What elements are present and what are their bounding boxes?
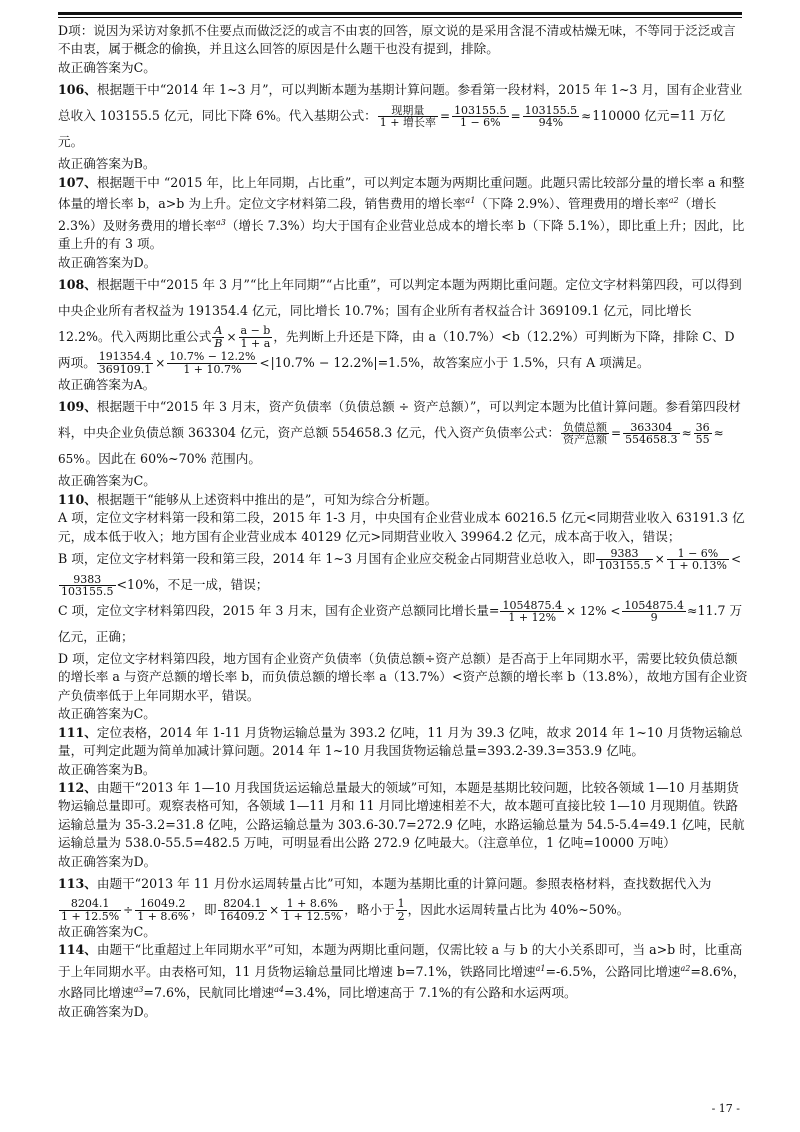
- fraction: $\frac{10.7\% - 12.2\%}{1 + 10.7\%}$: [169, 350, 256, 377]
- fraction: $\frac{a - b}{1 + a}$: [240, 324, 271, 351]
- question-109: 109、根据题干中“2015 年 3 月末，资产负债率（负债总额 ÷ 资产总额）”，可以判定本题为比值计算问题。参看第四段材料，中央企业负债总额 363304 亿元，资产总额 554658.3 亿元，代入资产负债率公式： $\frac{\text{负债总额}}{\text{资产总额}}$ = $\frac{363304}{554658.3}$ ≈ $\frac{36}{55}$ ≈ 65%。因此在 60%~70% 范围内。: [58, 399, 741, 467]
- fraction: $\frac{1054875.4}{1 + 12\%}$: [502, 598, 562, 625]
- answer-112: 故正确答案为D。: [58, 853, 157, 869]
- question-106: 106、根据题干中“2014 年 1~3 月”，可以判断本题为基期计算问题。参看第一段材料，2015 年 1~3 月，国有企业营业总收入 103155.5 亿元，同比下降 6%。代入基期公式： $\frac{\text{现期量}}{\text{1 + 增长率}}$ = $\frac{103155.5}{1 - 6\%}$ = $\frac{103155.5}{94\%}$ ≈110000 亿元=11 万亿元。: [58, 82, 743, 150]
- answer-110: 故正确答案为C。: [58, 706, 156, 722]
- option-b: B 项，定位文字材料第一段和第三段，2014 年 1~3 月国有企业应交税金占同期营业总收入，即 $\frac{9383}{103155.5}$ × $\frac{1 - 6\%}{1 + 0.13\%}$ < $\frac{9383}{103155.5}$ <10%，不足一成，错误；: [58, 546, 742, 599]
- question-number: 112、: [58, 779, 97, 795]
- fraction: $\frac{8204.1}{16409.2}$: [219, 897, 266, 923]
- fraction: $\frac{1}{2}$: [397, 897, 405, 923]
- answer-111: 故正确答案为B。: [58, 761, 156, 777]
- fraction: $\frac{9383}{103155.5}$: [598, 546, 651, 573]
- header-rule-thick: [58, 12, 742, 15]
- question-number: 110、: [58, 491, 97, 507]
- question-number: 113、: [58, 875, 97, 891]
- fraction: $\frac{16049.2}{1 + 8.6\%}$: [137, 897, 189, 923]
- fraction: $\frac{191354.4}{369109.1}$: [98, 350, 152, 377]
- answer-109: 故正确答案为C。: [58, 473, 156, 489]
- fraction: $\frac{\text{负债总额}}{\text{资产总额}}$: [563, 420, 607, 447]
- question-113: 113、由题干“2013 年 11 月份水运周转量占比”可知，本题为基期比重的计算问题。参照表格材料，查找数据代入为 $\frac{8204.1}{1 + 12.5\%}$ ÷ $\frac{16049.2}{1 + 8.6\%}$ ，即 $\frac{8204.1}{16409.2}$ × $\frac{1 + 8.6\%}{1 + 12.5\%}$ ，略小于 $\frac{1}{2}$ ，因此水运周转量占比为 40%~50%。: [58, 875, 712, 923]
- answer-content: [58, 22, 748, 1021]
- question-108: 108、根据题干中“2015 年 3 月”“比上年同期”“占比重”，可以判定本题为两期比重问题。定位文字材料第四段，可以得到中央企业所有者权益为 191354.4 亿元，同比增长 10.7%；国有企业所有者权益合计 369109.1 亿元，同比增长 12.2%。代入两期比重公式 $\frac{A}{B}$ × $\frac{a - b}{1 + a}$ ，先判断上升还是下降，由 a（10.7%）<b（12.2%）可判断为下降，排除 C、D 两项。 $\frac{191354.4}{369109.1}$ × $\frac{10.7\% - 12.2\%}{1 + 10.7\%}$ <|10.7% − 12.2%|=1.5%，故答案应小于 1.5%，只有 A 项满足。: [58, 277, 742, 377]
- answer-106: 故正确答案为B。: [58, 156, 156, 172]
- question-number: 114、: [58, 942, 97, 958]
- question-number: 106、: [58, 82, 97, 98]
- option-d: D 项，定位文字材料第四段，地方国有企业资产负债率（负债总额÷资产总额）是否高于上年同期水平，需要比较负债总额的增长率 a 与资产总额的增长率 b，而负债总额的增长率 a（13.7%）<资产总额的增长率 b（13.8%），故地方国有企业资产负债率低于上年同期水平，错误。: [58, 651, 748, 703]
- option-a: A 项，定位文字材料第一段和第二段，2015 年 1-3 月，中央国有企业营业成本 60216.5 亿元<同期营业收入 63191.3 亿元，成本低于收入；地方国有企业营业成本 40129 亿元>同期营业收入 39964.2 亿元，成本高于收入，错误；: [58, 510, 745, 544]
- fraction: $\frac{A}{B}$: [214, 324, 223, 351]
- header-rule-thin: [58, 17, 742, 18]
- question-number: 107、: [58, 174, 97, 190]
- fraction: $\frac{1 - 6\%}{1 + 0.13\%}$: [668, 546, 727, 573]
- option-c: C 项，定位文字材料第四段，2015 年 3 月末，国有企业资产总额同比增长量= $\frac{1054875.4}{1 + 12\%}$ × 12% < $\frac{1054875.4}{9}$ ≈11.7 万亿元，正确；: [58, 598, 743, 645]
- question-number: 108、: [58, 277, 97, 293]
- answer-108: 故正确答案为A。: [58, 377, 156, 393]
- page-number: - 17 -: [711, 1102, 740, 1115]
- answer-113: 故正确答案为C。: [58, 923, 156, 939]
- question-112: 112、由题干“2013 年 1—10 月我国货运运输总量最大的领域”可知，本题是基期比较问题，比较各领域 1—10 月基期货物运输总量即可。观察表格可知，各领域 1—11 月和 11 月同比增速相差不大，故本题可直接比较 1—10 月现期值。铁路运输总量为 35-3.2=31.8 亿吨，公路运输总量为 303.6-30.7=272.9 亿吨，水路运输总量为 54.5-5.4=49.1 亿吨，民航运输总量为 538.0-55.5=482.5 万吨，可明显看出公路 272.9 亿吨最大。（注意单位，1 亿吨=10000 万吨）: [58, 779, 745, 851]
- fraction: $\frac{103155.5}{94\%}$: [524, 103, 578, 130]
- answer-105: 故正确答案为C。: [58, 59, 156, 75]
- fraction: $\frac{103155.5}{1 - 6\%}$: [454, 103, 507, 130]
- question-number: 111、: [58, 724, 97, 740]
- fraction: $\frac{36}{55}$: [695, 420, 710, 447]
- answer-114: 故正确答案为D。: [58, 1003, 157, 1019]
- answer-107: 故正确答案为D。: [58, 254, 157, 270]
- d-option-explanation: D项：说因为采访对象抓不住要点而做泛泛的或言不由衷的回答，原文说的是采用含混不清或枯燥无味，不等同于泛泛或言不由衷，属于概念的偷换，并且这么回答的原因是什么题干也没有提到，排除。: [58, 23, 736, 57]
- fraction: $\frac{8204.1}{1 + 12.5\%}$: [61, 897, 120, 923]
- fraction: $\frac{1054875.4}{9}$: [624, 598, 684, 625]
- fraction: $\frac{1 + 8.6\%}{1 + 12.5\%}$: [283, 897, 342, 923]
- question-107: 107、根据题干中 “2015 年，比上年同期，占比重”，可以判定本题为两期比重问题。此题只需比较部分量的增长率 a 和整体量的增长率 b，a>b 为上升。定位文字材料第二段，销售费用的增长率$^{a1}$（下降 2.9%）、管理费用的增长率$^{a2}$（增长 2.3%）及财务费用的增长率$^{a3}$（增长 7.3%）均大于国有企业营业总成本的增长率 b（下降 5.1%），即比重上升；因此，比重上升的有 3 项。: [58, 174, 745, 252]
- fraction: $\frac{363304}{554658.3}$: [625, 420, 678, 447]
- question-number: 109、: [58, 399, 97, 415]
- fraction: $\frac{9383}{103155.5}$: [61, 572, 114, 599]
- question-114: 114、由题干“比重超过上年同期水平”可知，本题为两期比重问题，仅需比较 a 与 b 的大小关系即可，当 a>b 时，比重高于上年同期水平。由表格可知，11 月货物运输总量同比增速 b=7.1%，铁路同比增速$^{a1}$=-6.5%，公路同比增速$^{a2}$=8.6%，水路同比增速$^{a3}$=7.6%，民航同比增速$^{a4}$=3.4%，同比增速高于 7.1%的有公路和水运两项。: [58, 942, 746, 1001]
- question-111: 111、定位表格，2014 年 1-11 月货物运输总量为 393.2 亿吨，11 月为 39.3 亿吨，故求 2014 年 1~10 月货物运输总量，可判定此题为简单加减计算问题。2014 年 1~10 月我国货物运输总量=393.2-39.3=353.9 亿吨。: [58, 724, 743, 759]
- formula-base-period: $\frac{\text{现期量}}{\text{1 + 增长率}}$: [379, 103, 436, 130]
- question-110: 110、根据题干“能够从上述资料中推出的是”，可知为综合分析题。: [58, 491, 438, 507]
